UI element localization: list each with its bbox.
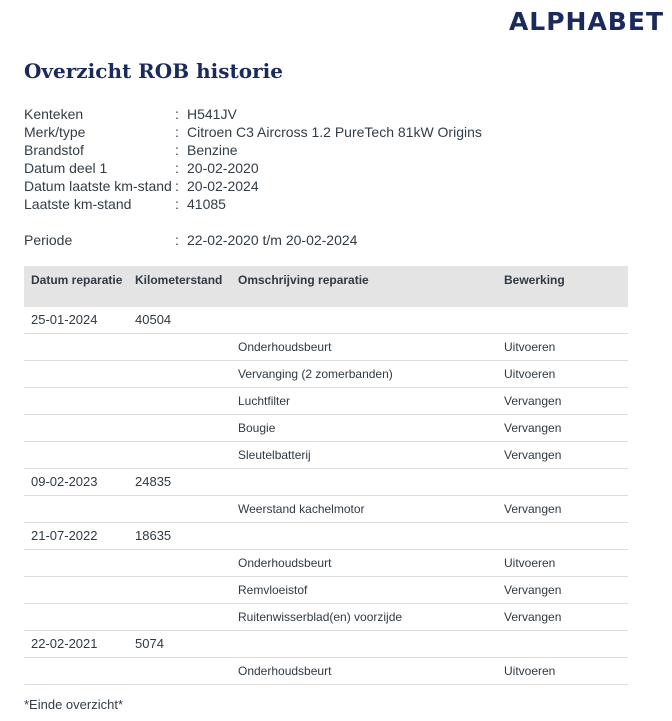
repair-action-cell: Uitvoeren [504, 664, 556, 678]
table-row [24, 469, 628, 496]
info-row-periode [24, 231, 482, 249]
repair-date-cell [24, 415, 135, 441]
mileage-cell [135, 604, 238, 630]
info-label: Laatste km-stand [24, 196, 132, 212]
table-body [24, 307, 628, 685]
table-row [24, 631, 628, 658]
info-row-datum-laatste-km [24, 177, 482, 195]
repair-date-cell [24, 388, 135, 414]
repair-description-cell: Vervanging (2 zomerbanden) [238, 367, 393, 381]
info-label: Periode [24, 232, 73, 248]
info-row-brandstof [24, 141, 482, 159]
repair-date-cell [24, 550, 135, 576]
info-value: Benzine [187, 142, 238, 158]
repair-date-cell [24, 604, 135, 630]
info-value: 22-02-2020 t/m 20-02-2024 [187, 232, 358, 248]
repair-description-cell [238, 469, 504, 495]
repair-description-cell [238, 523, 504, 549]
repair-action-cell: Vervangen [504, 610, 562, 624]
vehicle-info [24, 105, 482, 249]
header-omschrijving: Omschrijving reparatie [238, 273, 369, 287]
table-row [24, 550, 628, 577]
brand-logo: ALPHABET [508, 7, 664, 36]
table-row [24, 388, 628, 415]
info-label: Kenteken [24, 106, 84, 122]
repair-description-cell: Luchtfilter [238, 394, 291, 408]
mileage-cell: 5074 [135, 636, 164, 651]
repair-action-cell: Vervangen [504, 583, 562, 597]
table-row [24, 361, 628, 388]
repair-date-cell [24, 577, 135, 603]
repair-action-cell: Vervangen [504, 394, 562, 408]
mileage-cell: 18635 [135, 528, 172, 543]
info-separator: : [175, 142, 179, 158]
repair-date-cell [24, 496, 135, 522]
repair-date-cell: 09-02-2023 [31, 474, 98, 489]
repair-date-cell [24, 658, 135, 684]
header-datum-reparatie: Datum reparatie [31, 273, 123, 287]
mileage-cell [135, 550, 238, 576]
info-separator: : [175, 160, 179, 176]
table-row [24, 496, 628, 523]
repair-action-cell [504, 631, 628, 657]
info-separator: : [175, 178, 179, 194]
repair-description-cell: Onderhoudsbeurt [238, 340, 332, 354]
repair-description-cell: Ruitenwisserblad(en) voorzijde [238, 610, 403, 624]
repair-date-cell [24, 334, 135, 360]
repair-description-cell: Sleutelbatterij [238, 448, 311, 462]
table-row [24, 415, 628, 442]
mileage-cell [135, 577, 238, 603]
repair-action-cell: Uitvoeren [504, 340, 556, 354]
table-row [24, 604, 628, 631]
info-row-laatste-km [24, 195, 482, 213]
repair-action-cell [504, 307, 628, 333]
table-row [24, 442, 628, 469]
mileage-cell: 40504 [135, 312, 172, 327]
info-label: Merk/type [24, 124, 86, 140]
repair-description-cell: Onderhoudsbeurt [238, 556, 332, 570]
mileage-cell [135, 334, 238, 360]
info-row-kenteken [24, 105, 482, 123]
mileage-cell [135, 496, 238, 522]
repair-description-cell [238, 631, 504, 657]
table-row [24, 307, 628, 334]
header-bewerking: Bewerking [504, 273, 565, 287]
repair-action-cell: Uitvoeren [504, 367, 556, 381]
info-separator: : [175, 106, 179, 122]
repair-description-cell: Bougie [238, 421, 276, 435]
repair-action-cell: Vervangen [504, 502, 562, 516]
repair-description-cell [238, 307, 504, 333]
header-kilometerstand: Kilometerstand [135, 273, 223, 287]
repair-date-cell: 25-01-2024 [31, 312, 98, 327]
repair-action-cell: Vervangen [504, 448, 562, 462]
repair-date-cell [24, 442, 135, 468]
repair-action-cell: Uitvoeren [504, 556, 556, 570]
info-label: Datum laatste km-stand [24, 178, 172, 194]
mileage-cell [135, 442, 238, 468]
table-row [24, 523, 628, 550]
info-value: Citroen C3 Aircross 1.2 PureTech 81kW Origins [187, 124, 482, 140]
info-row-merk-type [24, 123, 482, 141]
info-separator: : [175, 196, 179, 212]
info-label: Brandstof [24, 142, 84, 158]
info-value: 41085 [187, 196, 226, 212]
repair-action-cell [504, 469, 628, 495]
mileage-cell [135, 415, 238, 441]
repair-action-cell: Vervangen [504, 421, 562, 435]
info-label: Datum deel 1 [24, 160, 108, 176]
table-row [24, 577, 628, 604]
info-value: H541JV [187, 106, 237, 122]
mileage-cell [135, 361, 238, 387]
repair-history-table [24, 266, 628, 685]
repair-description-cell: Onderhoudsbeurt [238, 664, 332, 678]
info-row-datum-deel-1 [24, 159, 482, 177]
table-header [24, 266, 628, 307]
mileage-cell [135, 658, 238, 684]
repair-action-cell [504, 523, 628, 549]
repair-date-cell [24, 361, 135, 387]
end-of-overview: *Einde overzicht* [24, 697, 123, 712]
info-separator: : [175, 232, 179, 248]
info-value: 20-02-2020 [187, 160, 259, 176]
repair-description-cell: Remvloeistof [238, 583, 308, 597]
mileage-cell [135, 388, 238, 414]
info-value: 20-02-2024 [187, 178, 259, 194]
page-title: Overzicht ROB historie [24, 59, 283, 83]
table-row [24, 334, 628, 361]
repair-description-cell: Weerstand kachelmotor [238, 502, 365, 516]
repair-date-cell: 21-07-2022 [31, 528, 98, 543]
mileage-cell: 24835 [135, 474, 172, 489]
table-row [24, 658, 628, 685]
repair-date-cell: 22-02-2021 [31, 636, 98, 651]
info-separator: : [175, 124, 179, 140]
